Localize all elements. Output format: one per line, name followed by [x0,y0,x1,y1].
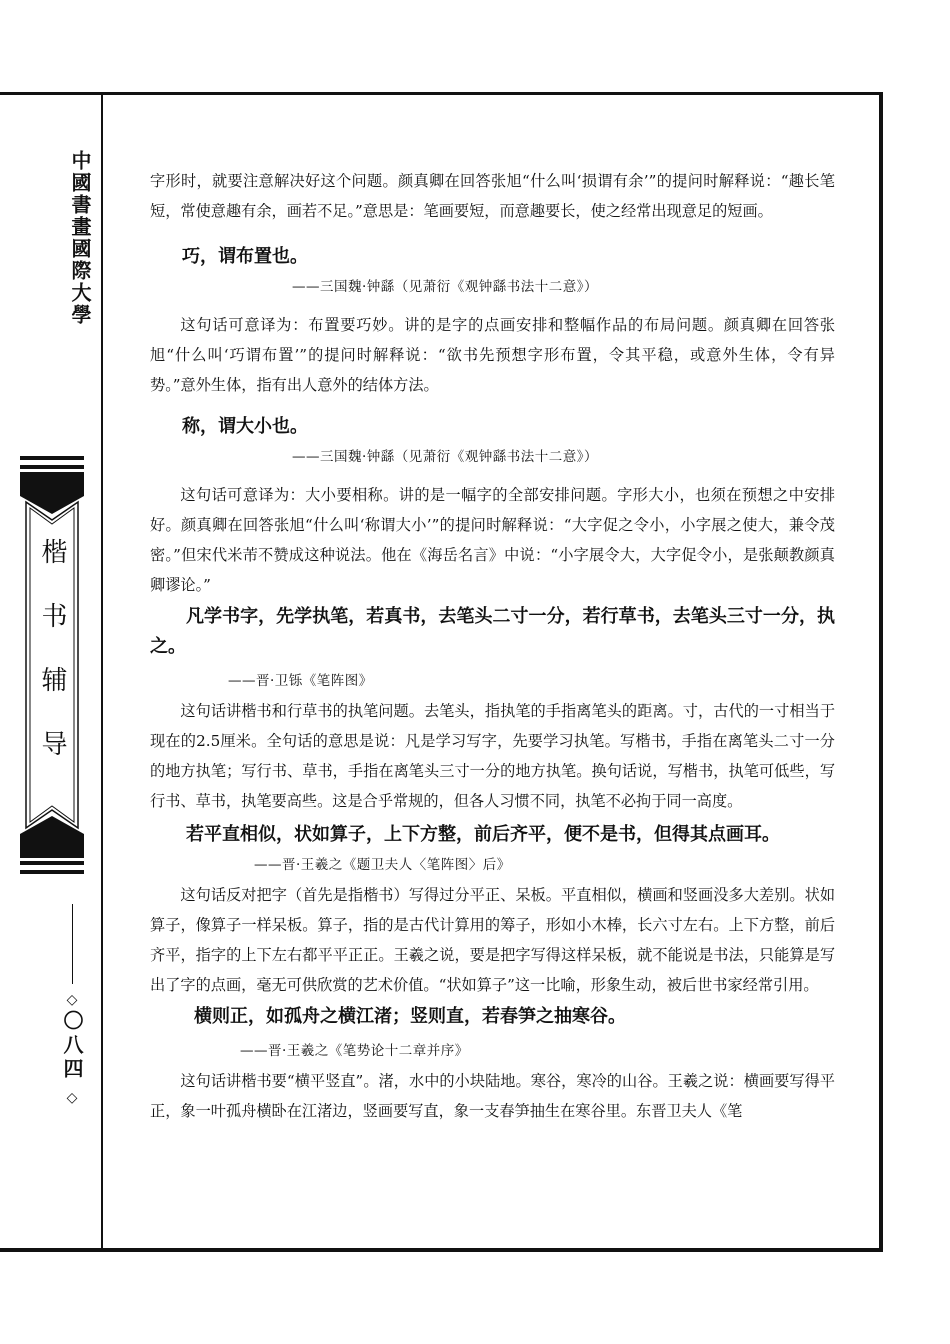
source-5: ——晋·王羲之《笔势论十二章并序》 [240,1043,469,1059]
spine-section-label [20,538,84,794]
spine-section-tab [20,456,84,874]
spine-page-number-block [52,990,92,1108]
explanation-1: 这句话可意译为：布置要巧妙。讲的是字的点画安排和整幅作品的布局问题。颜真卿在回答张旭“什么叫‘巧谓布置’”的提问时解释说：“欲书先预想字形布置，令其平稳，或意外生体，令有异势。”意外生体，指有出人意外的结体方法。 [150,316,835,394]
quote-2: 称，谓大小也。 [182,416,308,437]
intro-paragraph: 字形时，就要注意解决好这个问题。颜真卿在回答张旭“什么叫‘损谓有余’”的提问时解释说：“趣长笔短，常使意趣有余，画若不足。”意思是：笔画要短，而意趣要长，使之经常出现意足的短画。 [150,172,835,220]
source-3: ——晋·卫铄《笔阵图》 [228,673,373,689]
quote-3: 凡学书字，先学执笔，若真书，去笔头二寸一分，若行草书，去笔头三寸一分，执之。 [150,606,835,657]
spine-divider [101,92,103,1252]
section-label-text: 楷书辅导 [37,538,67,794]
quote-5: 横则正，如孤舟之横江渚；竖则直，若春笋之抽寒谷。 [194,1006,626,1027]
spine-title: 中國書畫國際大學 [68,150,92,326]
main-content [150,166,835,1126]
diamond-ornament-top: ◇ [66,992,78,1008]
page-number: 〇八四 [60,1010,84,1082]
diamond-ornament-bottom: ◇ [66,1090,78,1106]
explanation-5: 这句话讲楷书要“横平竖直”。渚，水中的小块陆地。寒谷，寒冷的山谷。王羲之说：横画要写得平正，象一叶孤舟横卧在江渚边，竖画要写直，象一支春笋抽生在寒谷里。东晋卫夫人《笔 [150,1072,835,1120]
spine-rule-upper [72,904,73,984]
source-1: ——三国魏·钟繇（见萧衍《观钟繇书法十二意》） [292,279,599,295]
explanation-3: 这句话讲楷书和行草书的执笔问题。去笔头，指执笔的手指离笔头的距离。寸，古代的一寸相当于现在的2.5厘米。全句话的意思是说：凡是学习写字，先要学习执笔。写楷书，手指在离笔头二寸一分的地方执笔；写行书、草书，手指在离笔头三寸一分的地方执笔。换句话说，写楷书，执笔可低些，写行书、草书，执笔要高些。这是合乎常规的，但各人习惯不同，执笔不必拘于同一高度。 [150,702,835,810]
explanation-2: 这句话可意译为：大小要相称。讲的是一幅字的全部安排问题。字形大小，也须在预想之中安排好。颜真卿在回答张旭“什么叫‘称谓大小’”的提问时解释说：“大字促之令小，小字展之使大，兼令茂密。”但宋代米芾不赞成这种说法。他在《海岳名言》中说：“小字展令大，大字促令小，是张颠教颜真卿谬论。” [150,486,835,594]
quote-1: 巧，谓布置也。 [182,246,308,267]
source-4: ——晋·王羲之《题卫夫人〈笔阵图〉后》 [254,857,511,873]
quote-4: 若平直相似，状如算子，上下方整，前后齐平，便不是书，但得其点画耳。 [186,824,780,845]
source-2: ——三国魏·钟繇（见萧衍《观钟繇书法十二意》） [292,449,599,465]
explanation-4: 这句话反对把字（首先是指楷书）写得过分平正、呆板。平直相似，横画和竖画没多大差别。状如算子，像算子一样呆板。算子，指的是古代计算用的筹子，形如小木棒，长六寸左右。上下方整，前后齐平，指字的上下左右都平平正正。王羲之说，要是把字写得这样呆板，就不能说是书法，只能算是写出了字的点画，毫无可供欣赏的艺术价值。“状如算子”这一比喻，形象生动，被后世书家经常引用。 [150,886,835,994]
